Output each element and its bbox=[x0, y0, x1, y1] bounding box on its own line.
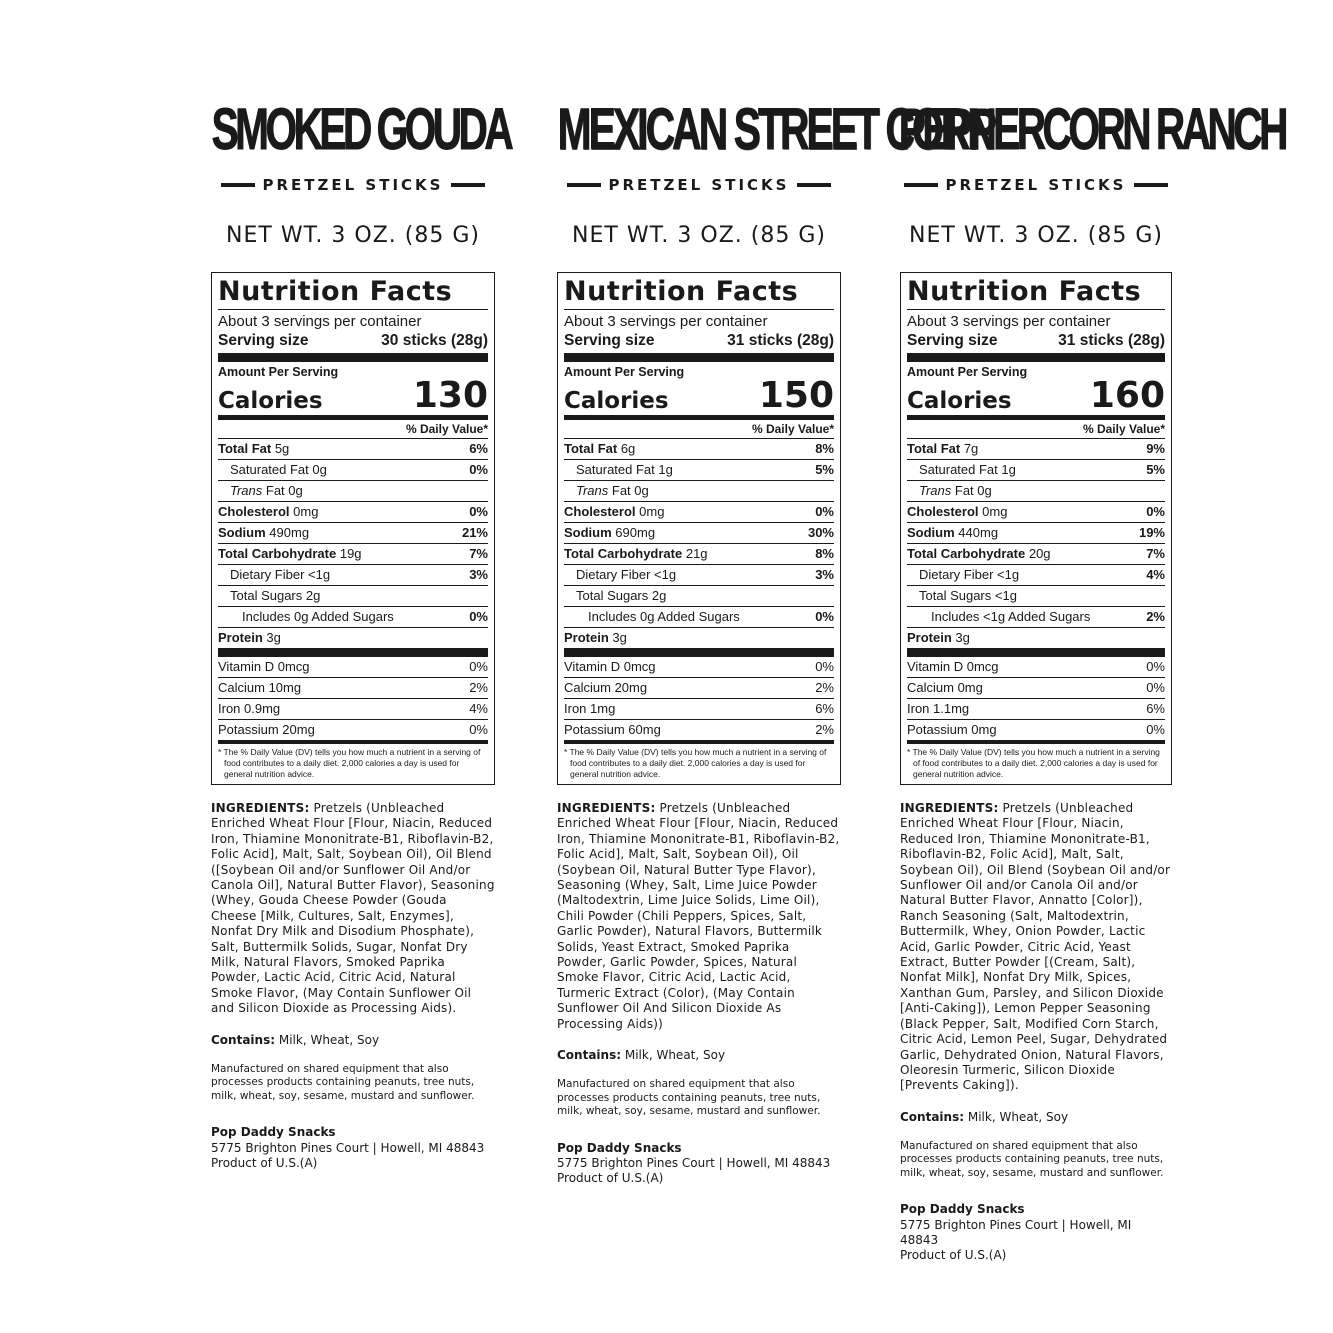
serving-size-label: Serving size bbox=[218, 332, 309, 349]
trans-fat-row: Trans Fat 0g bbox=[218, 481, 488, 502]
sodium-row: Sodium 690mg 30% bbox=[564, 523, 834, 544]
servings-per-container: About 3 servings per container bbox=[564, 313, 768, 330]
divider bbox=[797, 183, 831, 187]
product-title: PEPPERCORN RANCH bbox=[898, 97, 1285, 162]
potassium-row: Potassium 20mg 0% bbox=[218, 720, 488, 744]
protein-row: Protein 3g bbox=[218, 628, 488, 657]
manufacturing-note: Manufactured on shared equipment that also processes products containing peanuts, tree nuts, milk, wheat, soy, sesame, mustard and sunflower. bbox=[900, 1139, 1164, 1179]
total-carbohydrate-row: Total Carbohydrate 21g 8% bbox=[564, 544, 834, 565]
company-address: 5775 Brighton Pines Court | Howell, MI 48843 bbox=[211, 1140, 485, 1155]
cholesterol-row: Cholesterol 0mg 0% bbox=[907, 502, 1165, 523]
dietary-fiber-row: Dietary Fiber <1g 4% bbox=[907, 565, 1165, 586]
serving-size-row bbox=[564, 331, 834, 362]
nutrition-facts-panel bbox=[211, 272, 495, 785]
sodium-row: Sodium 490mg 21% bbox=[218, 523, 488, 544]
serving-size-label: Serving size bbox=[564, 332, 655, 349]
amount-per-serving: Amount Per Serving bbox=[564, 365, 685, 379]
amount-per-serving: Amount Per Serving bbox=[907, 365, 1028, 379]
divider bbox=[451, 183, 485, 187]
iron-row: Iron 1.1mg 6% bbox=[907, 699, 1165, 720]
total-fat-row: Total Fat 5g 6% bbox=[218, 439, 488, 460]
serving-size-value: 31 sticks (28g) bbox=[727, 332, 834, 349]
total-sugars-row: Total Sugars 2g bbox=[564, 586, 834, 607]
saturated-fat-row: Saturated Fat 1g 5% bbox=[564, 460, 834, 481]
nutrition-facts-title: Nutrition Facts bbox=[907, 275, 1165, 310]
calcium-row: Calcium 10mg 2% bbox=[218, 678, 488, 699]
vitamin-d-row: Vitamin D 0mcg 0% bbox=[564, 657, 834, 678]
calories-row bbox=[218, 375, 488, 420]
company-info bbox=[900, 1202, 1172, 1264]
added-sugars-row: Includes 0g Added Sugars 0% bbox=[218, 607, 488, 628]
total-carbohydrate-row: Total Carbohydrate 20g 7% bbox=[907, 544, 1165, 565]
trans-fat-row: Trans Fat 0g bbox=[564, 481, 834, 502]
servings-per-container: About 3 servings per container bbox=[907, 313, 1111, 330]
company-info bbox=[211, 1125, 495, 1171]
allergen-contains: Contains: Milk, Wheat, Soy bbox=[900, 1109, 1069, 1124]
nutrition-facts-panel bbox=[900, 272, 1172, 785]
vitamin-d-row: Vitamin D 0mcg 0% bbox=[907, 657, 1165, 678]
calories-value: 150 bbox=[758, 375, 834, 416]
net-weight: NET WT. 3 OZ. (85 G) bbox=[572, 223, 826, 248]
ingredients-label: INGREDIENTS: bbox=[900, 801, 999, 815]
ingredients-text: Pretzels (Unbleached Enriched Wheat Flour [Flour, Niacin, Reduced Iron, Thiamine Mononitrate-B1, Riboflavin-B2, Folic Acid], Malt, Salt, Soybean Oil), Oil (Soybean Oil, Natural Butter Type Flavor), Seasoning (Whey, Salt, Lime Juice Powder (Maltodextrin, Lime Juice Solids, Lime Oil), Chili Powder (Chili Peppers, Spices, Salt, Garlic Powder), Natural Flavors, Buttermilk Solids, Yeast Extract, Smoked Paprika Powder, Garlic Powder, Spices, Natural Smoke Flavor, Citric Acid, Lactic Acid, Turmeric Extract (Color), (May Contain Sunflower Oil And Silicon Dioxide As Processing Aids)) bbox=[557, 801, 840, 1031]
dietary-fiber-row: Dietary Fiber <1g 3% bbox=[218, 565, 488, 586]
total-fat-row: Total Fat 6g 8% bbox=[564, 439, 834, 460]
iron-row: Iron 0.9mg 4% bbox=[218, 699, 488, 720]
subtitle-line bbox=[557, 174, 841, 196]
subtitle-line bbox=[900, 174, 1172, 196]
daily-value-header: % Daily Value* bbox=[564, 420, 834, 439]
calcium-row: Calcium 0mg 0% bbox=[907, 678, 1165, 699]
company-origin: Product of U.S.(A) bbox=[900, 1248, 1007, 1263]
ingredients-block bbox=[557, 801, 841, 1032]
calcium-row: Calcium 20mg 2% bbox=[564, 678, 834, 699]
product-subtitle: PRETZEL STICKS bbox=[945, 176, 1127, 194]
dietary-fiber-row: Dietary Fiber <1g 3% bbox=[564, 565, 834, 586]
serving-size-row bbox=[218, 331, 488, 362]
product-title: MEXICAN STREET CORN bbox=[557, 97, 994, 162]
company-origin: Product of U.S.(A) bbox=[211, 1156, 318, 1170]
amount-per-serving: Amount Per Serving bbox=[218, 365, 339, 379]
vitamin-d-row: Vitamin D 0mcg 0% bbox=[218, 657, 488, 678]
calories-row bbox=[907, 375, 1165, 420]
ingredients-label: INGREDIENTS: bbox=[557, 801, 656, 815]
daily-value-footnote: * The % Daily Value (DV) tells you how much a nutrient in a serving of food contributes to a daily diet. 2,000 calories a day is used for general nutrition advice. bbox=[907, 747, 1160, 779]
net-weight: NET WT. 3 OZ. (85 G) bbox=[226, 223, 480, 248]
allergen-contains: Contains: Milk, Wheat, Soy bbox=[557, 1048, 726, 1063]
daily-value-footnote: * The % Daily Value (DV) tells you how much a nutrient in a serving of food contributes to a daily diet. 2,000 calories a day is used for general nutrition advice. bbox=[564, 747, 827, 779]
company-address: 5775 Brighton Pines Court | Howell, MI 48843 bbox=[557, 1156, 831, 1170]
daily-value-footnote: * The % Daily Value (DV) tells you how much a nutrient in a serving of food contributes to a daily diet. 2,000 calories a day is used for general nutrition advice. bbox=[218, 747, 481, 779]
calories-label: Calories bbox=[907, 388, 1012, 414]
company-address: 5775 Brighton Pines Court | Howell, MI 48843 bbox=[900, 1217, 1132, 1248]
divider bbox=[904, 183, 938, 187]
serving-size-value: 31 sticks (28g) bbox=[1058, 332, 1165, 349]
calories-row bbox=[564, 375, 834, 420]
potassium-row: Potassium 60mg 2% bbox=[564, 720, 834, 744]
total-carbohydrate-row: Total Carbohydrate 19g 7% bbox=[218, 544, 488, 565]
divider bbox=[221, 183, 255, 187]
ingredients-block bbox=[211, 801, 495, 1017]
total-sugars-row: Total Sugars <1g bbox=[907, 586, 1165, 607]
divider bbox=[1134, 183, 1168, 187]
cholesterol-row: Cholesterol 0mg 0% bbox=[218, 502, 488, 523]
allergen-contains: Contains: Milk, Wheat, Soy bbox=[211, 1032, 380, 1047]
divider bbox=[567, 183, 601, 187]
calories-value: 130 bbox=[412, 375, 488, 416]
sodium-row: Sodium 440mg 19% bbox=[907, 523, 1165, 544]
net-weight: NET WT. 3 OZ. (85 G) bbox=[909, 223, 1163, 248]
calories-label: Calories bbox=[218, 388, 323, 414]
ingredients-text: Pretzels (Unbleached Enriched Wheat Flour [Flour, Niacin, Reduced Iron, Thiamine Mononitrate-B1, Riboflavin-B2, Folic Acid], Malt, Salt, Soybean Oil), Oil Blend ([Soybean Oil and/or Sunflower Oil And/or Canola Oil], Natural Butter Flavor), Seasoning (Whey, Gouda Cheese Powder (Gouda Cheese [Milk, Cultures, Salt, Enzymes], Nonfat Dry Milk and Disodium Phosphate), Salt, Buttermilk Solids, Sugar, Nonfat Dry Milk, Natural Flavors, Smoked Paprika Powder, Lactic Acid, Citric Acid, Natural Smoke Flavor, (May Contain Sunflower Oil and Silicon Dioxide as Processing Aids). bbox=[211, 801, 495, 1016]
servings-per-container: About 3 servings per container bbox=[218, 313, 422, 330]
protein-row: Protein 3g bbox=[564, 628, 834, 657]
company-origin: Product of U.S.(A) bbox=[557, 1171, 664, 1186]
daily-value-header: % Daily Value* bbox=[907, 420, 1165, 439]
manufacturing-note: Manufactured on shared equipment that also processes products containing peanuts, tree nuts, milk, wheat, soy, sesame, mustard and sunflower. bbox=[557, 1078, 821, 1118]
subtitle-line bbox=[211, 174, 495, 196]
calories-value: 160 bbox=[1089, 375, 1165, 416]
serving-size-value: 30 sticks (28g) bbox=[381, 332, 488, 349]
added-sugars-row: Includes <1g Added Sugars 2% bbox=[907, 607, 1165, 628]
company-info bbox=[557, 1141, 841, 1187]
manufacturing-note: Manufactured on shared equipment that also processes products containing peanuts, tree nuts, milk, wheat, soy, sesame, mustard and sunflower. bbox=[211, 1062, 475, 1102]
product-subtitle: PRETZEL STICKS bbox=[262, 176, 444, 194]
total-fat-row: Total Fat 7g 9% bbox=[907, 439, 1165, 460]
daily-value-header: % Daily Value* bbox=[218, 420, 488, 439]
ingredients-label: INGREDIENTS: bbox=[211, 801, 310, 815]
saturated-fat-row: Saturated Fat 0g 0% bbox=[218, 460, 488, 481]
iron-row: Iron 1mg 6% bbox=[564, 699, 834, 720]
added-sugars-row: Includes 0g Added Sugars 0% bbox=[564, 607, 834, 628]
company-name: Pop Daddy Snacks bbox=[211, 1125, 336, 1140]
nutrition-facts-panel bbox=[557, 272, 841, 785]
saturated-fat-row: Saturated Fat 1g 5% bbox=[907, 460, 1165, 481]
product-subtitle: PRETZEL STICKS bbox=[608, 176, 790, 194]
calories-label: Calories bbox=[564, 388, 669, 414]
nutrition-facts-title: Nutrition Facts bbox=[564, 275, 834, 310]
serving-size-row bbox=[907, 331, 1165, 362]
nutrition-facts-title: Nutrition Facts bbox=[218, 275, 488, 310]
serving-size-label: Serving size bbox=[907, 332, 998, 349]
cholesterol-row: Cholesterol 0mg 0% bbox=[564, 502, 834, 523]
ingredients-text: Pretzels (Unbleached Enriched Wheat Flour [Flour, Niacin, Reduced Iron, Thiamine Mononitrate-B1, Riboflavin-B2, Folic Acid], Malt, Salt, Soybean Oil), Oil Blend (Soybean Oil and/or Sunflower Oil and/or Canola Oil and/or Natural Butter Flavor, Annatto [Color]), Ranch Seasoning (Salt, Maltodextrin, Buttermilk, Whey, Onion Powder, Lactic Acid, Garlic Powder, Citric Acid, Yeast Extract, Butter Powder [(Cream, Salt), Nonfat Milk], Nonfat Dry Milk, Spices, Xanthan Gum, Parsley, and Silicon Dioxide [Anti-Caking]), Lemon Pepper Seasoning (Black Pepper, Salt, Modified Corn Starch, Citric Acid, Lemon Peel, Sugar, Dehydrated Garlic, Dehydrated Onion, Natural Flavors, Oleoresin Turmeric, Silicon Dioxide [Prevents Caking]). bbox=[900, 801, 1171, 1093]
trans-fat-row: Trans Fat 0g bbox=[907, 481, 1165, 502]
product-column bbox=[211, 88, 511, 1171]
ingredients-block bbox=[900, 801, 1172, 1094]
company-name: Pop Daddy Snacks bbox=[557, 1140, 682, 1155]
protein-row: Protein 3g bbox=[907, 628, 1165, 657]
potassium-row: Potassium 0mg 0% bbox=[907, 720, 1165, 744]
total-sugars-row: Total Sugars 2g bbox=[218, 586, 488, 607]
product-title: SMOKED GOUDA bbox=[211, 97, 511, 162]
product-column bbox=[898, 88, 1285, 1264]
company-name: Pop Daddy Snacks bbox=[900, 1202, 1025, 1217]
